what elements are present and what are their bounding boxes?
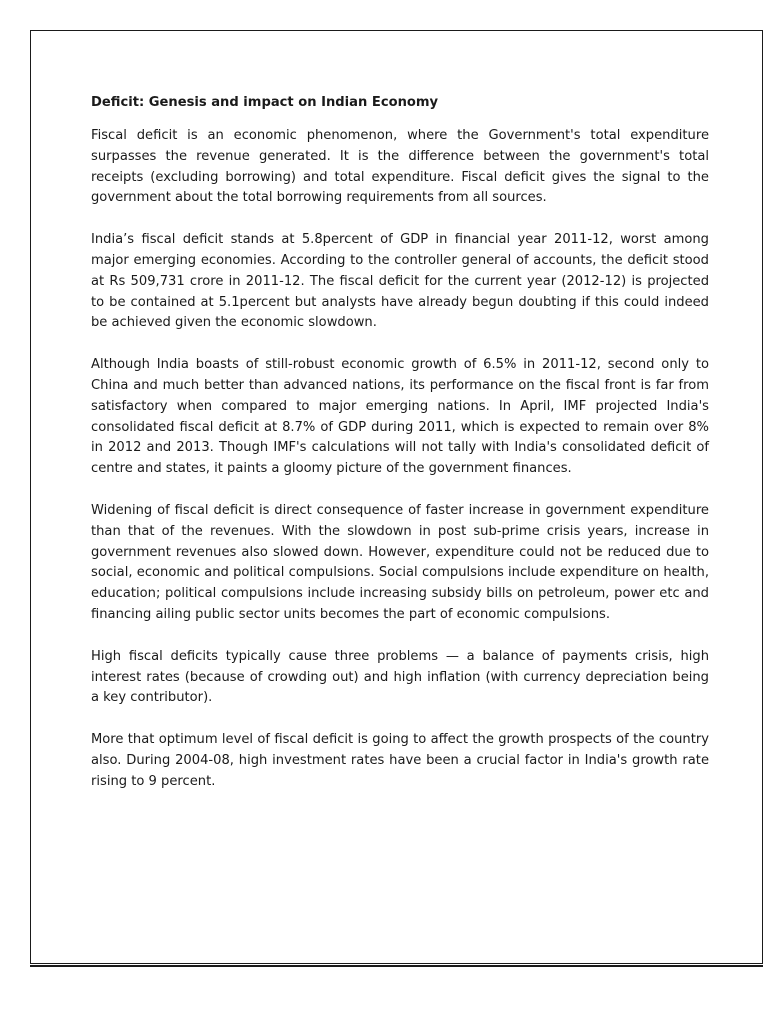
paragraph-growth-prospects: More that optimum level of fiscal deficit is going to affect the growth prospects of the country also. During 2004-08, high investment rates have been a crucial factor in India's growth rate rising to 9 percent. <box>91 732 709 789</box>
document-page <box>30 30 763 964</box>
paragraph-growth-comparison: Although India boasts of still-robust economic growth of 6.5% in 2011-12, second only to China and much better than advanced nations, its performance on the fiscal front is far from satisfactory when compared to major emerging nations. In April, IMF projected India's consolidated fiscal deficit at 8.7% of GDP during 2011, which is expected to remain over 8% in 2012 and 2013. Though IMF's calculations will not tally with India's consolidated deficit of centre and states, it paints a gloomy picture of the government finances. <box>91 357 709 477</box>
paragraph-problems: High fiscal deficits typically cause three problems — a balance of payments crisis, high interest rates (because of crowding out) and high inflation (with currency depreciation being a key contributor). <box>91 648 709 706</box>
paragraph-causes: Widening of fiscal deficit is direct consequence of faster increase in government expenditure than that of the revenues. With the slowdown in post sub-prime crisis years, increase in government revenues also slowed down. However, expenditure could not be reduced due to social, economic and political compulsions. Social compulsions include expenditure on health, education; political compulsions include increasing subsidy bills on petroleum, power etc and financing ailing public sector units becomes the part of economic compulsions. <box>91 502 709 622</box>
paragraph-current-deficit: India’s fiscal deficit stands at 5.8percent of GDP in financial year 2011-12, worst among major emerging economies. According to the controller general of accounts, the deficit stood at Rs 509,731 crore in 2011-12. The fiscal deficit for the current year (2012-12) is projected to be contained at 5.1percent but analysts have already begun doubting if this could indeed be achieved given the economic slowdown. <box>91 232 709 331</box>
document-body <box>91 93 709 814</box>
document-title: Deficit: Genesis and impact on Indian Economy <box>91 95 439 110</box>
paragraph-definition: Fiscal deficit is an economic phenomenon, where the Government's total expenditure surpasses the revenue generated. It is the difference between the government's total receipts (excluding borrowing) and total expenditure. Fiscal deficit gives the signal to the government about the total borrowing requirements from all sources. <box>91 128 709 206</box>
